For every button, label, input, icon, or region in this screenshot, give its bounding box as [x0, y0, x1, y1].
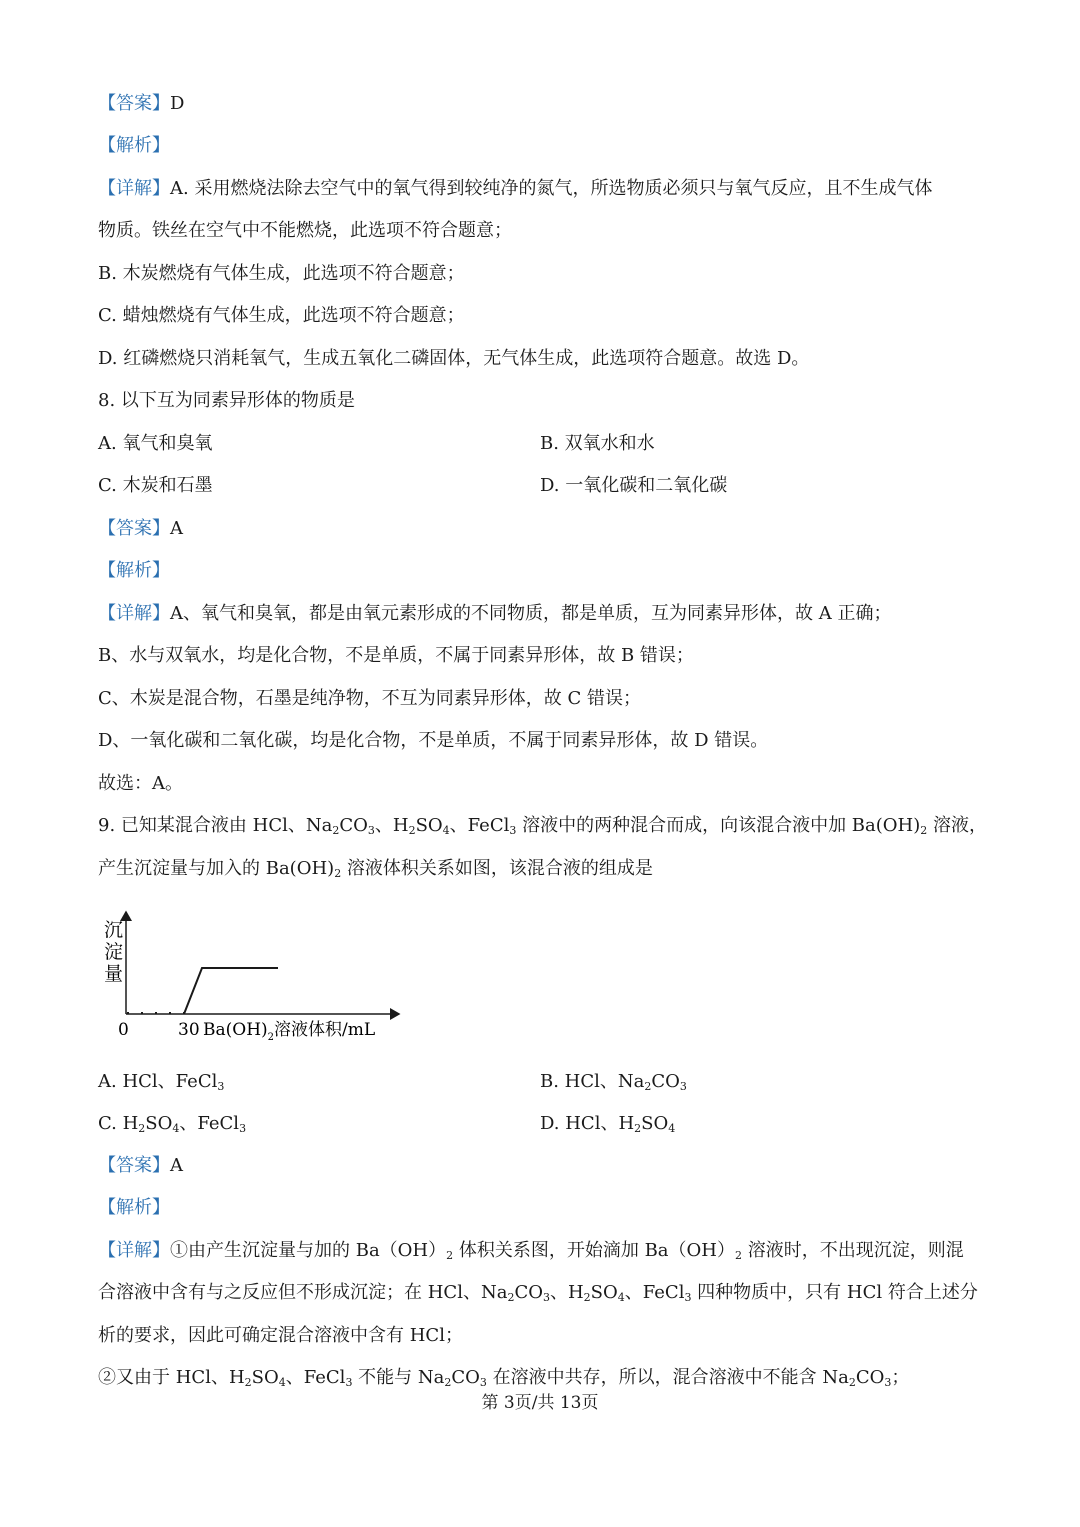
q8-detail-3: C、木炭是混合物，石墨是纯净物，不互为同素异形体，故 C 错误；	[98, 688, 641, 709]
answer-tag: 【答案】	[98, 1155, 170, 1176]
q9-option-d: D. HCl、$H_2SO_4$	[540, 1113, 676, 1135]
q8-analysis-tag: 【解析】	[98, 560, 170, 581]
answer-value: A	[170, 1155, 183, 1176]
page-footer: 第 3页/共 13页	[481, 1393, 599, 1413]
q9-stem-line-1: 9. 已知某混合液由 HCl、$Na_2CO_3$、$H_2SO_4$、FeCl$_3$ 溶液中的两种混合而成，向该混合液中加 $Ba(OH)_2$ 溶液，	[98, 815, 987, 837]
q9-detail-4: ②又由于 HCl、$H_2SO_4$、FeCl$_3$ 不能与 $Na_2CO_3$ 在溶液中共存，所以，混合溶液中不能含 $Na_2CO_3$；	[98, 1367, 910, 1389]
y-label-1: 沉	[104, 919, 124, 941]
q7-answer-line	[98, 92, 184, 116]
q9-option-a: A. HCl、FeCl$_3$	[98, 1071, 225, 1093]
q8-detail-1	[98, 602, 891, 626]
tick-30-label: 30	[178, 1020, 200, 1040]
y-label-2: 淀	[104, 941, 124, 963]
answer-value: D	[170, 93, 185, 114]
q8-detail-4: D、一氧化碳和二氧化碳，均是化合物，不是单质，不属于同素异形体，故 D 错误。	[98, 730, 769, 751]
q9-analysis-tag: 【解析】	[98, 1197, 170, 1218]
q9-detail-2: 合溶液中含有与之反应但不形成沉淀；在 HCl、$Na_2CO_3$、$H_2SO_4$、FeCl$_3$ 四种物质中，只有 HCl 符合上述分	[98, 1282, 978, 1304]
q9-stem-line-2: 产生沉淀量与加入的 $Ba(OH)_2$ 溶液体积关系如图，该混合液的组成是	[98, 858, 653, 880]
q7-detail-c: C. 蜡烛燃烧有气体生成，此选项不符合题意；	[98, 305, 465, 326]
detail-text: A. 采用燃烧法除去空气中的氧气得到较纯净的氮气，所选物质必须只与氧气反应，且不生成气体	[170, 178, 933, 199]
origin-label: 0	[118, 1020, 129, 1040]
precipitate-curve	[184, 968, 278, 1014]
q8-detail-2: B、水与双氧水，均是化合物，不是单质，不属于同素异形体，故 B 错误；	[98, 645, 694, 666]
q8-answer-line	[98, 517, 183, 541]
q9-detail-1: 【详解】①由产生沉淀量与加的 $Ba(OH)_2$ 体积关系图，开始滴加 $Ba(OH)_2$ 溶液时，不出现沉淀，则混	[98, 1240, 964, 1262]
q8-conclusion: 故选：A。	[98, 773, 183, 794]
x-label: $Ba(OH)_2$溶液体积/mL	[203, 1020, 376, 1043]
q7-detail-b: B. 木炭燃烧有气体生成，此选项不符合题意；	[98, 263, 465, 284]
q8-stem: 8. 以下互为同素异形体的物质是	[98, 390, 355, 411]
q9-option-b: B. HCl、$Na_2CO_3$	[540, 1071, 687, 1093]
q7-detail-a-2: 物质。铁丝在空气中不能燃烧，此选项不符合题意；	[98, 220, 512, 241]
y-label-3: 量	[104, 963, 124, 985]
q8-option-b: B. 双氧水和水	[540, 433, 655, 454]
q7-detail-d: D. 红磷燃烧只消耗氧气，生成五氧化二磷固体，无气体生成，此选项符合题意。故选 D。	[98, 348, 810, 369]
detail-tag: 【详解】	[98, 1240, 170, 1261]
answer-tag: 【答案】	[98, 93, 170, 114]
answer-value: A	[170, 518, 183, 539]
q7-analysis-tag: 【解析】	[98, 135, 170, 156]
detail-tag: 【详解】	[98, 178, 170, 199]
q9-option-c: C. $H_2SO_4$、FeCl$_3$	[98, 1113, 247, 1135]
detail-tag: 【详解】	[98, 603, 170, 624]
q8-option-d: D. 一氧化碳和二氧化碳	[540, 475, 728, 496]
answer-tag: 【答案】	[98, 518, 170, 539]
q9-detail-3: 析的要求，因此可确定混合溶液中含有 HCl；	[98, 1325, 463, 1346]
q7-detail-a-1	[98, 177, 932, 201]
detail-text: A、氧气和臭氧，都是由氧元素形成的不同物质，都是单质，互为同素异形体，故 A 正确；	[170, 603, 892, 624]
precipitate-volume-graph	[96, 904, 406, 1044]
q8-option-c: C. 木炭和石墨	[98, 475, 213, 496]
q8-option-a: A. 氧气和臭氧	[98, 433, 213, 454]
q9-answer-line	[98, 1154, 183, 1178]
